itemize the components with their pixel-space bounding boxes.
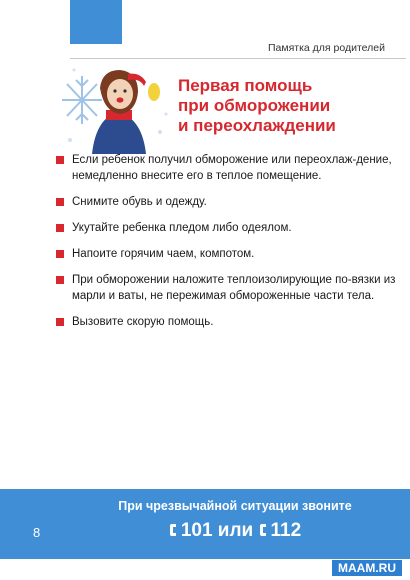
title-line-3: и переохлаждении bbox=[178, 116, 336, 135]
phone-icon bbox=[169, 523, 179, 537]
title-line-1: Первая помощь bbox=[178, 76, 313, 95]
emergency-caption: При чрезвычайной ситуации звоните bbox=[118, 499, 352, 513]
bullet-square bbox=[56, 276, 64, 284]
list-item-text: При обморожении наложите теплоизолирующие по-вязки из марли и ваты, не пережимая обмороженные части тела. bbox=[72, 274, 396, 302]
header-label: Памятка для родителей bbox=[268, 42, 385, 54]
bullet-square bbox=[56, 156, 64, 164]
list-item bbox=[56, 220, 396, 236]
title-line-2: при обморожении bbox=[178, 96, 331, 115]
numbers-connector: или bbox=[217, 520, 254, 541]
first-aid-list bbox=[56, 152, 396, 330]
list-item-text: Укутайте ребенка пледом либо одеялом. bbox=[72, 222, 292, 234]
snowflake-icon bbox=[62, 76, 102, 124]
list-item bbox=[56, 272, 396, 304]
header-divider bbox=[70, 58, 406, 59]
list-item bbox=[56, 314, 396, 330]
bullet-square bbox=[56, 318, 64, 326]
emergency-number-2: 112 bbox=[270, 520, 302, 541]
list-item bbox=[56, 194, 396, 210]
phone-icon bbox=[259, 523, 269, 537]
blue-corner-tab bbox=[70, 0, 122, 44]
list-item bbox=[56, 246, 396, 262]
site-watermark: MAAM.RU bbox=[332, 560, 402, 576]
emergency-number-1: 101 bbox=[180, 520, 213, 541]
list-item-text: Вызовите скорую помощь. bbox=[72, 316, 214, 328]
bullet-square bbox=[56, 224, 64, 232]
page-number: 8 bbox=[33, 525, 41, 540]
list-item-text: Снимите обувь и одежду. bbox=[72, 196, 207, 208]
list-item-text: Напоите горячим чаем, компотом. bbox=[72, 248, 255, 260]
bullet-square bbox=[56, 198, 64, 206]
snowflake-girl-illustration bbox=[62, 62, 174, 158]
page-title bbox=[178, 76, 378, 136]
bullet-square bbox=[56, 250, 64, 258]
list-item bbox=[56, 152, 396, 184]
list-item-text: Если ребенок получил обморожение или переохлаж-дение, немедленно внесите его в теплое помещение. bbox=[72, 154, 392, 182]
emergency-numbers bbox=[80, 520, 390, 542]
